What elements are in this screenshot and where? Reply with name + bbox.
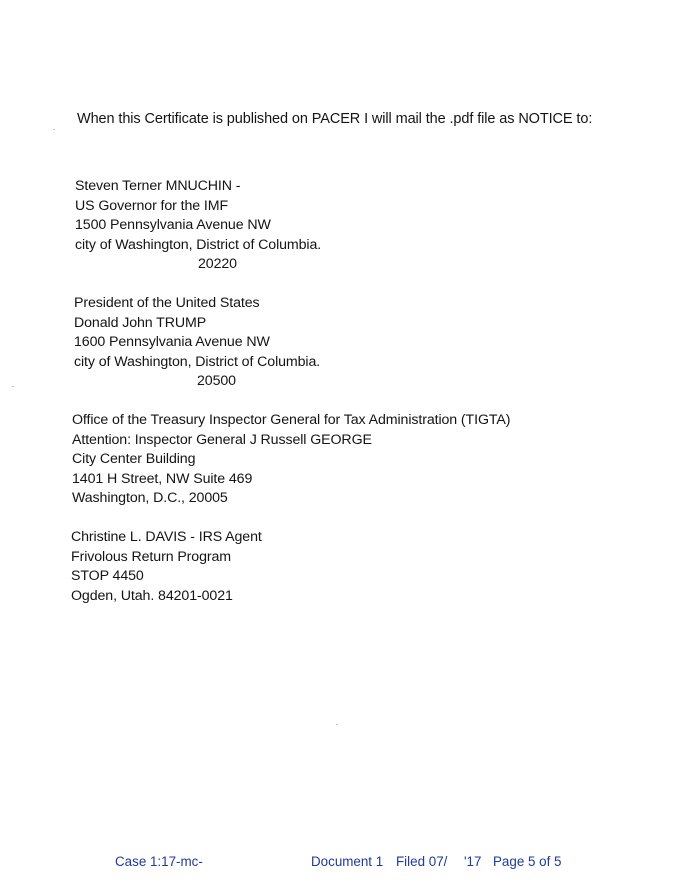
- zip-code: 20500: [197, 373, 236, 389]
- footer-page-number: Page 5 of 5: [493, 854, 562, 869]
- address-line: Attention: Inspector General J Russell GEORGE: [72, 431, 372, 448]
- address-line: Frivolous Return Program: [71, 548, 232, 565]
- recipient-mnuchin: [75, 177, 321, 275]
- address-line: city of Washington, District of Columbia.: [75, 236, 322, 253]
- scan-speck: [53, 129, 55, 130]
- zip-code: 20220: [198, 256, 237, 272]
- notice-intro: When this Certificate is published on PACER I will mail the .pdf file as NOTICE to:: [77, 111, 593, 127]
- address-line: 1500 Pennsylvania Avenue NW: [75, 217, 271, 233]
- address-line: city of Washington, District of Columbia.: [74, 353, 321, 370]
- recipient-president: [74, 294, 320, 392]
- address-line: Donald John TRUMP: [74, 314, 207, 331]
- recipient-irs-agent: [71, 528, 262, 606]
- address-line: Christine L. DAVIS - IRS Agent: [71, 529, 262, 545]
- scan-speck: [336, 724, 338, 725]
- address-line: President of the United States: [74, 295, 260, 311]
- recipient-tigta: [72, 411, 510, 509]
- address-line: Washington, D.C., 20005: [72, 490, 228, 506]
- address-line: Steven Terner MNUCHIN -: [75, 178, 241, 194]
- address-line: US Governor for the IMF: [75, 197, 229, 214]
- address-line: 1401 H Street, NW Suite 469: [72, 470, 253, 487]
- footer-filed-date: Filed 07/: [396, 854, 448, 869]
- footer-filed-year: '17: [464, 854, 482, 869]
- address-line: City Center Building: [72, 451, 196, 467]
- footer-document-number: Document 1: [311, 854, 384, 869]
- address-line: 1600 Pennsylvania Avenue NW: [74, 334, 270, 350]
- footer-case-number: Case 1:17-mc-: [115, 854, 203, 869]
- address-line: Office of the Treasury Inspector General for Tax Administration (TIGTA): [72, 412, 511, 428]
- address-line: Ogden, Utah. 84201-0021: [71, 587, 233, 604]
- address-line: STOP 4450: [71, 568, 144, 584]
- scan-speck: [12, 386, 14, 387]
